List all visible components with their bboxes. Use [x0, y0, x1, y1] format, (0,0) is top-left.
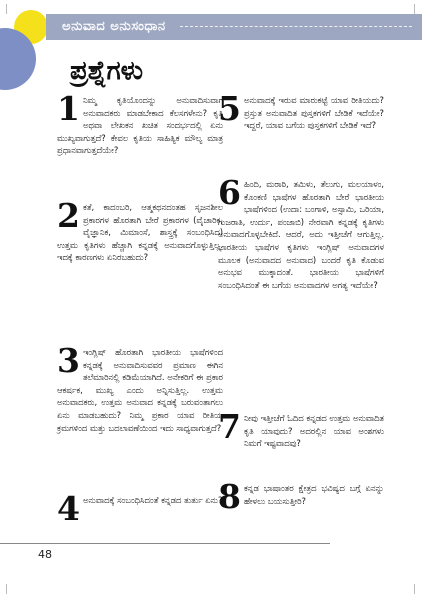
question-number: 3 — [57, 341, 80, 380]
header-dashed-line — [180, 26, 412, 27]
question-7 — [218, 407, 384, 450]
crop-mark — [414, 4, 415, 14]
question-text: ಹಿಂದಿ, ಮರಾಠಿ, ತಮಿಳು, ತೆಲುಗು, ಮಲಯಾಳಂ, ಕೊಂಕಣಿ ಭಾಷೆಗಳ ಹೊರತಾಗಿ ಬೇರೆ ಭಾರತೀಯ ಭಾಷೆಗಳಿಂದ (ಉದಾ: ಬಂಗಾಳಿ, ಅಸ್ಸಾಮಿ, ಒರಿಯಾ, ಗುಜರಾತಿ, ಉರ್ದು, ಪಂಜಾಬಿ) ನೇರವಾಗಿ ಕನ್ನಡಕ್ಕೆ ಕೃತಿಗಳು ಅನುವಾದಗೊಳ್ಳಬೇಕಿದೆ. ಆದರೆ, ಅದು ಇತ್ತೀಚೆಗೆ ಆಗುತ್ತಿಲ್ಲ. ಭಾರತೀಯ ಭಾಷೆಗಳ ಕೃತಿಗಳು ಇಂಗ್ಲಿಷ್ ಅನುವಾದಗಳ ಮೂಲಕ (ಅನುವಾದದ ಅನುವಾದ) ಬಂದರೆ ಕೃತಿ ಕೊಡುವ ಅನುಭವ ಮುಕ್ಕಾದಂತೆ. ಭಾರತೀಯ ಭಾಷೆಗಳಿಗೆ ಸಂಬಂಧಿಸಿದಂತೆ ಈ ಬಗೆಯ ಅನುವಾದಗಳ ಅಗತ್ಯ ಇದೆಯೇ? — [218, 179, 384, 290]
crop-mark — [6, 4, 7, 14]
footer-rule — [0, 543, 330, 544]
question-1 — [57, 89, 223, 157]
question-8 — [218, 477, 384, 516]
crop-mark — [6, 584, 7, 594]
question-6 — [218, 173, 384, 291]
question-text: ಇಂಗ್ಲಿಷ್ ಹೊರತಾಗಿ ಭಾರತೀಯ ಭಾಷೆಗಳಿಂದ ಕನ್ನಡಕ್ಕೆ ಅನುವಾದಿಸುವವರ ಪ್ರಮಾಣ ಈಗಿನ ತಲೆಮಾರಿನಲ್ಲಿ ಕಡಿಮೆಯಾಗಿದೆ. ಅನೇಕರಿಗೆ ಈ ಪ್ರಕಾರ ಆಕರ್ಷಕ, ಮುಖ್ಯ ಎಂದು ಅನ್ನಿಸುತ್ತಿಲ್ಲ. ಉತ್ತಮ ಅನುವಾದಕರು, ಉತ್ತಮ ಅನುವಾದ ಕನ್ನಡಕ್ಕೆ ಬರುವಂತಾಗಲು ಏನು ಮಾಡಬಹುದು? ನಿಮ್ಮ ಪ್ರಕಾರ ಯಾವ ರೀತಿಯ ಕ್ರಮಗಳಿಂದ ಮತ್ತು ಬದಲಾವಣೆಯಿಂದ ಇದು ಸಾಧ್ಯವಾಗುತ್ತದೆ? — [57, 347, 223, 433]
question-text: ಕತೆ, ಕಾದಂಬರಿ, ಆತ್ಮಕಥನದಂತಹ ಸೃಜನಶೀಲ ಪ್ರಕಾರಗಳ ಹೊರತಾಗಿ ಬೇರೆ ಪ್ರಕಾರಗಳ (ವೈಚಾರಿಕ, ವೈಜ್ಞಾನಿಕ, ಮಿಮಾಂಸೆ, ಶಾಸ್ತ್ರಕ್ಕೆ ಸಂಬಂಧಿಸಿದ) ಉತ್ತಮ ಕೃತಿಗಳು ಹೆಚ್ಚಾಗಿ ಕನ್ನಡಕ್ಕೆ ಅನುವಾದಗೊಳ್ಳುತ್ತಿಲ್ಲ. ಇದಕ್ಕೆ ಕಾರಣಗಳು ಏನಿರಬಹುದು? — [57, 202, 223, 263]
section-title: ಪ್ರಶ್ನೆಗಳು — [70, 56, 144, 86]
running-header-title: ಅನುವಾದ ಅನುಸಂಧಾನ — [62, 19, 166, 34]
question-number: 5 — [218, 89, 241, 128]
question-number: 6 — [218, 173, 241, 212]
question-5 — [218, 89, 384, 132]
question-number: 8 — [218, 477, 241, 516]
question-text: ಕನ್ನಡ ಭಾಷಾಂತರ ಕ್ಷೇತ್ರದ ಭವಿಷ್ಯದ ಬಗ್ಗೆ ಏನನ್ನು ಹೇಳಲು ಬಯಸುತ್ತೀರಿ? — [243, 483, 384, 506]
question-number: 4 — [57, 489, 80, 528]
question-text: ಅನುವಾದಕ್ಕೆ ಇರುವ ಮಾರುಕಟ್ಟೆ ಯಾವ ರೀತಿಯದು? ಪ್ರಸ್ತುತ ಅನುವಾದಿತ ಪುಸ್ತಕಗಳಿಗೆ ಬೇಡಿಕೆ ಇದೆಯೇ? ಇದ್ದರೆ, ಯಾವ ಬಗೆಯ ಪುಸ್ತಕಗಳಿಗೆ ಬೇಡಿಕೆ ಇದೆ? — [243, 95, 384, 131]
crop-mark — [414, 584, 415, 594]
question-number: 7 — [218, 407, 241, 446]
question-3 — [57, 341, 223, 434]
question-text: ನೀವು ಇತ್ತೀಚೆಗೆ ಓದಿದ ಕನ್ನಡದ ಉತ್ತಮ ಅನುವಾದಿತ ಕೃತಿ ಯಾವುದು? ಅದರಲ್ಲಿನ ಯಾವ ಅಂಶಗಳು ನಿಮಗೆ ಇಷ್ಟವಾದವು? — [243, 413, 384, 449]
question-number: 2 — [57, 196, 80, 235]
question-2 — [57, 196, 223, 264]
question-4 — [57, 489, 223, 528]
question-text: ನಿಮ್ಮ ಕೃತಿಯೊಂದನ್ನು ಅನುವಾದಿಸುವಾಗ ಅನುವಾದಕರು ಮಾಡಬೇಕಾದ ಕೆಲಸಗಳೇನು? ಕೃತಿ ಅಥವಾ ಲೇಖಕನ ಖಚಿತ ಸಂದರ್ಭದಲ್ಲಿ ಏನು ಮುಖ್ಯವಾಗುತ್ತದೆ? ಕೇವಲ ಕೃತಿಯ ಸಾಹಿತ್ಯಿಕ ಮೌಲ್ಯ ಮಾತ್ರ ಪ್ರಧಾನವಾಗುತ್ತದೆಯೇ? — [57, 95, 223, 156]
question-number: 1 — [57, 89, 80, 128]
page-number: 48 — [38, 548, 52, 561]
question-text: ಅನುವಾದಕ್ಕೆ ಸಂಬಂಧಿಸಿದಂತೆ ಕನ್ನಡದ ತುರ್ತು ಏನು? — [82, 495, 223, 505]
